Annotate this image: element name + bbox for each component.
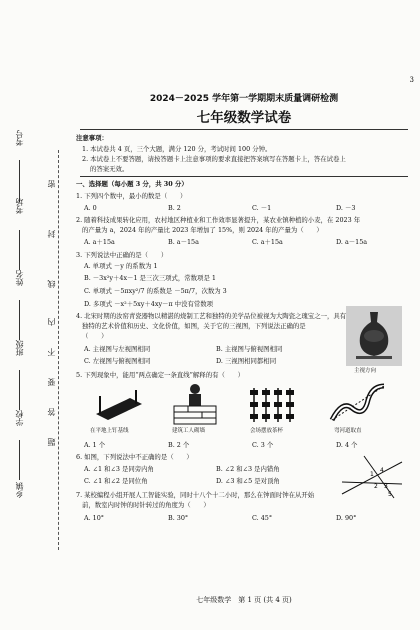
option-a: A. 1 个 [84,441,106,449]
question-6-stem: 6. 如图，下列说法中不正确的是（ ） [76,453,193,461]
title-rule [80,129,408,130]
svg-text:2: 2 [374,483,378,490]
option-d: D. 4 个 [336,441,358,449]
option-d: D. a－15a [336,238,368,246]
vase-caption: 主视方向 [354,368,377,374]
question-5-stem: 5. 下列现象中，能用“两点确定一条直线”解释的有（ ） [76,371,245,379]
question-2-stem-continued: 的产量为 a，2024 年的产量比 2023 年增加了 15%，则 2024 年的产量为（ ） [82,226,323,234]
option-a: A. ∠1 和∠3 是同旁内角 [84,465,154,473]
seal-word: 要 [47,378,56,386]
question-3-option-a: A. 单项式 －y 的系数为 1 [84,262,158,270]
svg-text:3: 3 [384,483,388,490]
option-b: B. 主视图与俯视图相同 [216,345,283,353]
seal-word: 密 [47,180,56,188]
picture-river [328,380,388,426]
option-a: A. 0 [84,204,97,212]
question-7-options [76,514,412,524]
notice-item: 2. 本试卷上不要答题，请按答题卡上注意事项的要求直接把答案填写在答题卡上，答在试卷上 [82,155,346,163]
option-d: D. 90° [336,514,357,522]
margin-field-town: 乡镇 [15,482,24,498]
question-7-stem: 7. 某校编程小组开展人工智能实验，同时十八个十二小时，那么在钟面时钟在从开始 [76,491,315,499]
question-3-stem: 3. 下列说法中正确的是（ ） [76,251,168,259]
seal-word: 答 [47,408,56,416]
notice-heading: 注意事项： [76,134,108,142]
picture-stake-line [90,384,148,424]
option-c: C. a＋15a [252,238,283,246]
margin-field-exam-room: 考场 [15,198,24,214]
question-1-stem: 1. 下列四个数中，最小的数是（ ） [76,192,187,200]
question-2-options [76,238,412,248]
seal-word: 不 [47,348,56,356]
exam-header-line: 2024－2025 学年第一学期期末质量调研检测 [149,94,339,104]
seal-word: 线 [47,280,56,288]
caption-3: 会场摆放茶杯 [250,428,284,434]
option-c: C. 左视图与俯视图相同 [84,357,151,365]
seal-word: 题 [47,438,56,446]
caption-1: 在平地上钉基线 [90,428,129,434]
margin-underline [19,440,20,480]
question-4-stem: 4. 北宋时期的汝窑青瓷器物以精湛的烧制工艺和独特的美学品位被视为大陶瓷之瑰宝之一，具有 [76,312,347,320]
picture-teacups [248,384,298,424]
question-3-option-d: D. 多项式 －x²＋5xy＋4xy－π 中没有常数项 [84,300,214,308]
corner-mark: 3 [409,76,414,84]
svg-text:4: 4 [380,467,384,474]
option-a: A. 主视图与左视图相同 [84,345,151,353]
option-a: A. a＋15a [84,238,115,246]
question-3-option-b: B. －3x²y＋4x－1 是三次三项式，常数项是 1 [84,274,216,282]
question-5-picture-captions [76,428,412,438]
exam-content [76,0,412,630]
option-d: D. －3 [336,204,356,212]
question-1-options [76,204,412,214]
section-heading: 一、选择题（每小题 3 分，共 30 分） [76,180,188,188]
option-c: C. 3 个 [252,441,274,449]
option-c: C. －1 [252,204,272,212]
question-2-stem: 2. 随着科技成果转化应用，农村地区种植业和工作效率显著提升，某农业镇种植的小麦，在 2023 年 [76,216,361,224]
margin-underline [19,230,20,270]
question-4-stem-continued: （ ） [82,332,108,340]
option-b: B. ∠2 和∠3 是内错角 [216,465,280,473]
option-d: D. 三视图相同都相同 [216,357,277,365]
caption-4: 弯河道取直 [334,428,362,434]
exam-title: 七年级数学试卷 [196,110,292,126]
binding-margin [0,0,70,630]
margin-field-school: 学校 [15,410,24,426]
option-b: B. 30° [168,514,189,522]
notice-rule [80,176,408,177]
margin-field-class: 班级 [15,340,24,356]
option-b: B. 2 个 [168,441,190,449]
option-a: A. 10° [84,514,105,522]
option-c: C. 45° [252,514,273,522]
svg-text:5: 5 [388,491,392,498]
option-b: B. 2 [168,204,181,212]
seal-word: 封 [47,230,56,238]
margin-field-exam-number: 考号 [15,130,24,146]
vase-figure [346,306,402,366]
margin-underline [19,300,20,340]
margin-underline [19,160,20,202]
option-c: C. ∠1 和∠2 是同位角 [84,477,148,485]
option-b: B. a－15a [168,238,199,246]
question-4-stem-continued: 独特的艺术价值和历史、文化价值，如图，关于它的三视图，下列说法正确的是 [82,322,306,330]
option-d: D. ∠3 和∠5 是对顶角 [216,477,280,485]
picture-bricklaying [170,382,220,426]
question-3-option-c: C. 单项式 －5πxy²/7 的系数是 －5π/7，次数为 3 [84,287,227,295]
page-footer: 七年级数学 第 1 页 (共 4 页) [196,596,292,604]
seal-line [58,150,59,550]
svg-text:1: 1 [370,471,374,478]
seal-word: 内 [47,318,56,326]
notice-item: 1. 本试卷共 4 页，三个大题，满分 120 分，考试时间 100 分钟。 [82,145,272,153]
margin-underline [19,370,20,410]
notice-item: 的答案无效。 [90,165,129,173]
question-5-options [76,441,412,451]
margin-field-name: 姓名 [15,270,24,286]
caption-2: 建筑工人砌墙 [172,428,206,434]
question-7-stem-continued: 前，数室内时钟的时针转过的角度为（ ） [82,501,210,509]
